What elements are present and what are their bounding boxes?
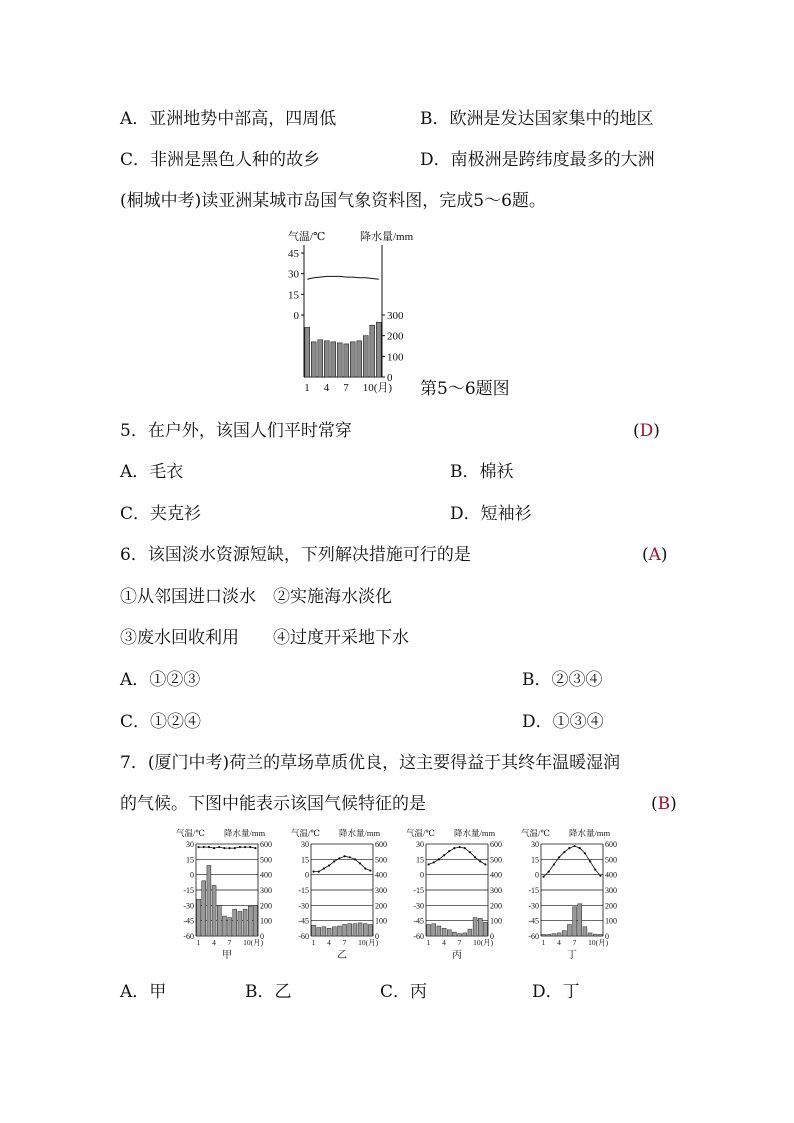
small-precip-tick-label: 400 xyxy=(605,870,617,880)
main-month-label: 4 xyxy=(323,382,330,394)
q6-option-d: D．①③④ xyxy=(522,712,604,732)
small-temp-line xyxy=(199,847,256,848)
small-month-label: 1 xyxy=(426,938,431,947)
small-precip-bar xyxy=(207,865,211,936)
small-precip-bar xyxy=(557,933,561,936)
small-temp-tick-label: -45 xyxy=(298,916,309,926)
climate-chart-3 xyxy=(406,826,518,961)
small-precip-tick-label: 600 xyxy=(375,840,387,849)
small-month-label: 7 xyxy=(572,938,577,947)
small-precip-tick-label: 400 xyxy=(490,870,502,880)
small-temp-line xyxy=(429,847,486,864)
q7-option-d: D．丁 xyxy=(532,982,580,1002)
small-chart-name: 丁 xyxy=(567,950,577,961)
small-precip-bar xyxy=(442,928,446,936)
small-month-label: 1 xyxy=(311,938,316,947)
small-precip-tick-label: 100 xyxy=(605,916,617,926)
small-precip-bar xyxy=(327,928,331,936)
main-chart-caption: 第5～6题图 xyxy=(420,379,510,399)
small-temp-line xyxy=(544,846,601,877)
small-precip-tick-label: 0 xyxy=(490,932,494,941)
small-temp-tick-label: -15 xyxy=(298,886,309,895)
small-precip-label: 降水量/mm xyxy=(454,828,496,838)
q4-option-d: D．南极洲是跨纬度最多的大洲 xyxy=(420,150,655,170)
small-temp-tick-label: -45 xyxy=(183,916,194,926)
small-precip-bar xyxy=(567,925,571,937)
small-precip-bar xyxy=(358,923,362,936)
q4-option-b: B．欧洲是发达国家集中的地区 xyxy=(420,109,654,129)
small-precip-bar xyxy=(197,899,201,936)
small-precip-bar xyxy=(222,916,226,936)
small-precip-bar xyxy=(363,924,367,936)
small-precip-bar xyxy=(447,930,451,936)
small-precip-tick-label: 400 xyxy=(375,870,387,880)
small-precip-bar xyxy=(233,909,237,936)
small-precip-tick-label: 100 xyxy=(375,916,387,926)
climate-chart-2 xyxy=(291,826,403,961)
small-precip-tick-label: 500 xyxy=(260,855,272,865)
q7-answer: (B) xyxy=(651,794,677,814)
main-precip-tick-label: 0 xyxy=(387,372,393,384)
small-precip-tick-label: 500 xyxy=(375,855,387,865)
small-month-label: 7 xyxy=(227,938,232,947)
small-precip-tick-label: 200 xyxy=(260,901,272,911)
main-temp-tick-label: 15 xyxy=(288,289,299,302)
q7-stem-2: 的气候。下图中能表示该国气候特征的是 xyxy=(120,794,426,814)
main-temp-line xyxy=(307,276,379,279)
small-month-label: 1 xyxy=(196,938,201,947)
small-precip-bar xyxy=(573,907,577,936)
q7-option-c: C．丙 xyxy=(380,982,428,1002)
main-temp-tick-label: 0 xyxy=(293,310,299,322)
small-precip-label: 降水量/mm xyxy=(339,828,381,838)
small-precip-tick-label: 0 xyxy=(260,932,264,941)
small-precip-bar xyxy=(437,926,441,936)
small-month-label: 4 xyxy=(212,938,216,947)
q6-option-b: B．②③④ xyxy=(522,670,603,690)
small-chart-name: 丙 xyxy=(452,950,462,961)
small-precip-bar xyxy=(243,909,247,936)
small-precip-tick-label: 300 xyxy=(260,886,272,895)
small-precip-bar xyxy=(463,933,467,936)
small-temp-tick-label: 0 xyxy=(535,870,539,880)
small-precip-bar xyxy=(332,927,336,936)
small-temp-tick-label: -30 xyxy=(528,901,539,911)
small-month-label: 10(月) xyxy=(473,938,494,947)
main-temp-label: 气温/℃ xyxy=(288,231,326,243)
small-precip-bar xyxy=(202,881,206,936)
main-precip-tick-label: 200 xyxy=(387,330,404,343)
small-precip-bar xyxy=(598,934,602,936)
small-precip-bar xyxy=(248,906,252,936)
small-chart-name: 乙 xyxy=(337,950,347,961)
small-precip-tick-label: 100 xyxy=(260,916,272,926)
small-month-label: 10(月) xyxy=(588,938,609,947)
small-precip-bar xyxy=(547,934,551,936)
small-precip-bar xyxy=(228,918,232,936)
main-temp-tick-label: 45 xyxy=(288,248,299,260)
small-precip-bar xyxy=(588,933,592,936)
small-temp-tick-label: 30 xyxy=(301,840,309,849)
small-month-label: 10(月) xyxy=(358,938,379,947)
small-precip-bar xyxy=(452,932,456,936)
small-temp-tick-label: -45 xyxy=(413,916,424,926)
small-month-label: 4 xyxy=(442,938,446,947)
q5-answer: (D) xyxy=(633,421,660,441)
small-precip-tick-label: 200 xyxy=(490,901,502,911)
main-precip-bar xyxy=(337,343,342,377)
main-month-label: 10(月) xyxy=(362,382,393,394)
main-month-label: 1 xyxy=(304,382,310,394)
small-precip-bar xyxy=(542,934,546,936)
main-precip-bar xyxy=(357,341,362,377)
main-precip-bar xyxy=(305,327,310,377)
small-temp-tick-label: -15 xyxy=(413,886,424,895)
small-precip-tick-label: 600 xyxy=(260,840,272,849)
q6-option-a: A．①②③ xyxy=(120,670,201,690)
small-temp-tick-label: 0 xyxy=(190,870,194,880)
climate-chart-1 xyxy=(176,826,288,961)
main-precip-bar xyxy=(318,340,323,377)
main-precip-tick-label: 100 xyxy=(387,351,404,364)
q7-stem-1: 7．(厦门中考)荷兰的草场草质优良，这主要得益于其终年温暖湿润 xyxy=(120,753,621,773)
q7-option-a: A．甲 xyxy=(120,982,167,1002)
small-precip-bar xyxy=(337,926,341,936)
small-precip-bar xyxy=(238,911,242,936)
small-precip-tick-label: 600 xyxy=(605,840,617,849)
small-temp-tick-label: 15 xyxy=(531,855,539,865)
main-precip-bar xyxy=(324,341,329,377)
q6-items-1: ①从邻国进口淡水 ②实施海水淡化 xyxy=(120,587,392,607)
small-temp-tick-label: -15 xyxy=(528,886,539,895)
main-precip-bar xyxy=(311,342,316,377)
small-precip-bar xyxy=(343,925,347,937)
q5-option-b: B．棉袄 xyxy=(450,462,514,482)
intro-5-6: (桐城中考)读亚洲某城市岛国气象资料图，完成5～6题。 xyxy=(120,191,546,211)
small-precip-tick-label: 400 xyxy=(260,870,272,880)
small-precip-tick-label: 0 xyxy=(375,932,379,941)
small-temp-tick-label: 15 xyxy=(186,855,194,865)
small-precip-bar xyxy=(212,885,216,936)
main-precip-bar xyxy=(350,342,355,377)
small-precip-bar xyxy=(468,929,472,936)
small-temp-tick-label: -60 xyxy=(183,932,194,941)
small-temp-tick-label: -60 xyxy=(298,932,309,941)
small-precip-bar xyxy=(583,927,587,936)
small-temp-tick-label: -30 xyxy=(183,901,194,911)
small-precip-bar xyxy=(478,918,482,936)
small-temp-tick-label: 30 xyxy=(186,840,194,849)
small-precip-bar xyxy=(368,925,372,937)
small-precip-bar xyxy=(253,905,257,936)
main-precip-bar xyxy=(376,322,381,377)
small-precip-label: 降水量/mm xyxy=(224,828,266,838)
climate-chart-4 xyxy=(521,826,633,961)
small-temp-tick-label: 30 xyxy=(531,840,539,849)
q4-option-c: C．非洲是黑色人种的故乡 xyxy=(120,150,321,170)
main-temp-tick-label: 30 xyxy=(288,268,299,281)
small-temp-tick-label: 0 xyxy=(420,870,424,880)
small-precip-bar xyxy=(593,934,597,936)
small-precip-tick-label: 0 xyxy=(605,932,609,941)
q5-stem: 5．在户外，该国人们平时常穿 xyxy=(120,421,352,441)
q6-stem: 6．该国淡水资源短缺，下列解决措施可行的是 xyxy=(120,545,471,565)
small-temp-tick-label: 15 xyxy=(416,855,424,865)
q6-answer: (A) xyxy=(642,545,668,565)
small-month-label: 4 xyxy=(327,938,331,947)
small-month-label: 4 xyxy=(557,938,561,947)
main-precip-bar xyxy=(363,336,368,377)
small-temp-tick-label: 30 xyxy=(416,840,424,849)
small-precip-bar xyxy=(578,904,582,936)
small-temp-tick-label: -30 xyxy=(413,901,424,911)
small-temp-tick-label: -60 xyxy=(528,932,539,941)
small-precip-tick-label: 200 xyxy=(605,901,617,911)
small-precip-tick-label: 500 xyxy=(605,855,617,865)
small-precip-tick-label: 300 xyxy=(605,886,617,895)
small-month-label: 7 xyxy=(342,938,347,947)
small-precip-bar xyxy=(483,922,487,936)
main-precip-bar xyxy=(344,344,349,377)
q5-option-d: D．短袖衫 xyxy=(450,504,532,524)
small-temp-label: 气温/℃ xyxy=(291,828,320,838)
small-precip-bar xyxy=(322,927,326,936)
small-temp-tick-label: 0 xyxy=(305,870,309,880)
small-precip-tick-label: 300 xyxy=(375,886,387,895)
small-precip-bar xyxy=(353,924,357,936)
main-precip-tick-label: 300 xyxy=(387,310,404,322)
small-month-label: 10(月) xyxy=(243,938,264,947)
small-temp-label: 气温/℃ xyxy=(176,828,205,838)
small-precip-bar xyxy=(552,934,556,936)
small-precip-bar xyxy=(317,928,321,936)
q5-option-a: A．毛衣 xyxy=(120,462,184,482)
small-temp-tick-label: -30 xyxy=(298,901,309,911)
small-precip-tick-label: 600 xyxy=(490,840,502,849)
small-precip-bar xyxy=(458,934,462,936)
small-temp-line xyxy=(314,856,371,871)
main-precip-bar xyxy=(370,325,375,377)
q7-option-b: B．乙 xyxy=(245,982,292,1002)
q4-option-a: A．亚洲地势中部高，四周低 xyxy=(120,109,337,129)
q5-option-c: C．夹克衫 xyxy=(120,504,202,524)
small-temp-tick-label: -60 xyxy=(413,932,424,941)
small-precip-bar xyxy=(348,924,352,936)
small-temp-tick-label: 15 xyxy=(301,855,309,865)
small-month-label: 1 xyxy=(541,938,546,947)
small-precip-bar xyxy=(217,905,221,936)
main-precip-label: 降水量/mm xyxy=(360,231,414,243)
main-month-label: 7 xyxy=(343,382,349,394)
small-precip-tick-label: 500 xyxy=(490,855,502,865)
small-precip-tick-label: 200 xyxy=(375,901,387,911)
small-precip-tick-label: 300 xyxy=(490,886,502,895)
small-temp-tick-label: -15 xyxy=(183,886,194,895)
main-precip-bar xyxy=(331,342,336,377)
q6-items-2: ③废水回收利用 ④过度开采地下水 xyxy=(120,628,409,648)
small-temp-label: 气温/℃ xyxy=(521,828,550,838)
small-precip-bar xyxy=(562,931,566,936)
small-temp-tick-label: -45 xyxy=(528,916,539,926)
small-precip-bar xyxy=(312,925,316,936)
main-climate-chart xyxy=(280,225,420,400)
small-precip-label: 降水量/mm xyxy=(569,828,611,838)
small-temp-label: 气温/℃ xyxy=(406,828,435,838)
small-precip-bar xyxy=(473,918,477,936)
small-precip-tick-label: 100 xyxy=(490,916,502,926)
small-precip-bar xyxy=(427,925,431,937)
small-chart-name: 甲 xyxy=(222,950,232,961)
small-precip-bar xyxy=(432,924,436,936)
small-month-label: 7 xyxy=(457,938,462,947)
q6-option-c: C．①②④ xyxy=(120,712,202,732)
